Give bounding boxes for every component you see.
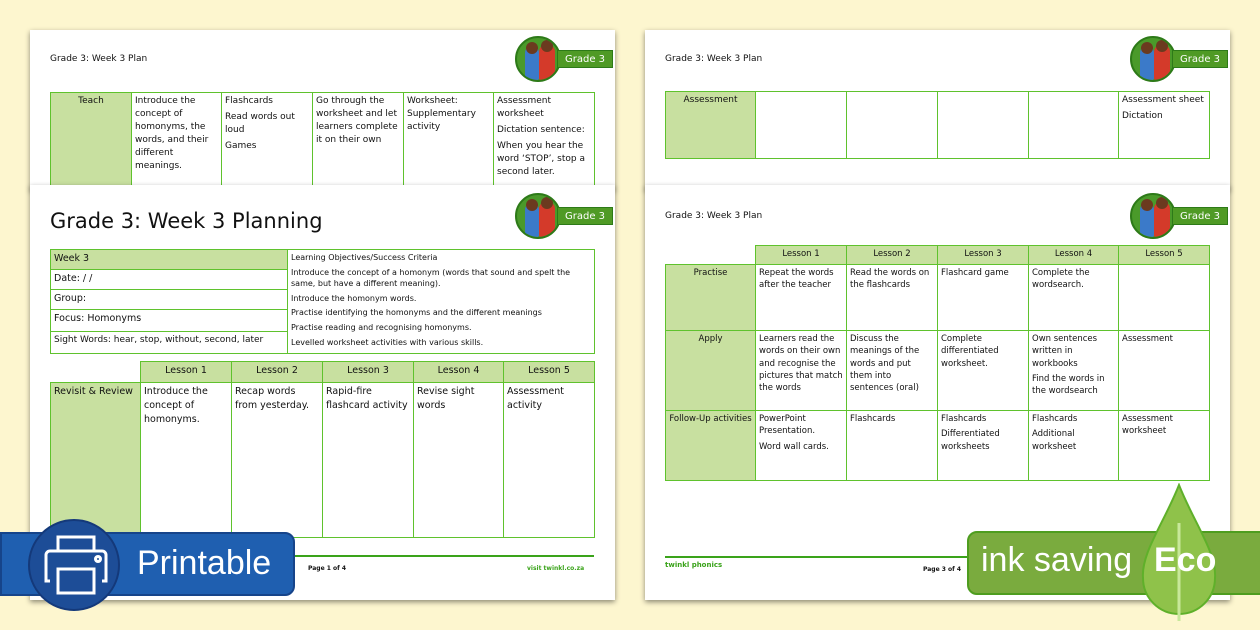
cell-text: Read the words on the flashcards	[850, 268, 930, 291]
table-cell	[756, 411, 847, 481]
lesson-header: Lesson 5	[1119, 246, 1210, 265]
row-label: Practise	[666, 265, 756, 331]
cell-text: Games	[225, 141, 257, 152]
lesson-header: Lesson 3	[938, 246, 1029, 265]
teach-table	[50, 92, 595, 193]
table-cell	[222, 93, 313, 193]
page-header: Grade 3: Week 3 Plan	[665, 211, 763, 221]
row-label: Teach	[51, 93, 132, 193]
lessons-table	[50, 361, 595, 538]
table-cell	[132, 93, 222, 193]
table-cell	[1119, 411, 1210, 481]
cell-text: Complete differentiated worksheet.	[941, 334, 999, 369]
table-cell: Recap words from yesterday.	[232, 383, 323, 538]
assessment-table	[665, 91, 1210, 159]
table-cell	[938, 331, 1029, 411]
page-header: Grade 3: Week 3 Plan	[50, 54, 148, 64]
grade-logo: Grade 3	[515, 36, 615, 86]
row-label: Follow-Up activities	[666, 411, 756, 481]
table-cell	[1029, 92, 1119, 159]
table-cell	[847, 92, 938, 159]
cell-text: Find the words in the wordsearch	[1032, 373, 1105, 397]
row-label: Assessment	[666, 92, 756, 159]
table-cell	[938, 265, 1029, 331]
table-cell	[756, 92, 847, 159]
cell-text: Introduce the concept of homonyms, the words, and their different meanings.	[135, 96, 209, 172]
lesson-header: Lesson 1	[756, 246, 847, 265]
cell-text: Discuss the meanings of the words and put them into sentences (oral)	[850, 334, 920, 394]
cell-text: Flashcard game	[941, 268, 1009, 278]
page-number: Page 1 of 4	[308, 565, 346, 572]
table-cell	[1029, 331, 1119, 411]
cell-text: Assessment	[1122, 334, 1173, 344]
grade-logo: Grade 3	[1130, 193, 1230, 243]
cell-text: Go through the worksheet and let learners complete it on their own	[316, 96, 398, 146]
empty-corner	[51, 362, 141, 383]
cell-text: Repeat the words after the teacher	[759, 268, 834, 291]
table-cell	[494, 93, 595, 193]
cell-text: Worksheet: Supplementary activity	[407, 96, 476, 133]
cell-text: Assessment sheet	[1122, 95, 1204, 105]
cell-text: Flashcards	[941, 414, 987, 424]
eco-badge	[967, 531, 1260, 595]
table-cell	[938, 411, 1029, 481]
group-field[interactable]: Group:	[51, 290, 288, 310]
sight-words-field: Sight Words: hear, stop, without, second, later	[51, 332, 288, 354]
objective-item: Practise reading and recognising homonyms.	[291, 322, 472, 332]
info-table	[50, 249, 595, 354]
cell-text: Additional worksheet	[1032, 429, 1077, 452]
cell-text: Flashcards	[850, 414, 896, 424]
table-cell	[1119, 92, 1210, 159]
cell-text: Read words out loud	[225, 112, 295, 136]
table-cell: Revise sight words	[414, 383, 504, 538]
table-cell	[756, 331, 847, 411]
objective-item: Introduce the homonym words.	[291, 293, 417, 303]
eco-label: Eco	[1154, 541, 1217, 579]
table-cell	[1029, 265, 1119, 331]
table-cell	[1119, 265, 1210, 331]
objective-item: Levelled worksheet activities with various skills.	[291, 337, 484, 347]
cell-text: Learners read the words on their own and recognise the pictures that match the words	[759, 334, 843, 394]
date-field[interactable]: Date: / /	[51, 270, 288, 290]
lesson-header: Lesson 2	[232, 362, 323, 383]
row-label: Apply	[666, 331, 756, 411]
lesson-header: Lesson 3	[323, 362, 414, 383]
table-cell: Introduce the concept of homonyms.	[141, 383, 232, 538]
page-title: Grade 3: Week 3 Planning	[50, 209, 323, 233]
cell-text: When you hear the word ‘STOP’, stop a second later.	[497, 141, 585, 178]
footer-link[interactable]: visit twinkl.co.za	[527, 565, 585, 572]
table-cell	[847, 265, 938, 331]
printable-label: Printable	[137, 544, 272, 582]
cell-text: Word wall cards.	[759, 441, 829, 452]
objective-item: Introduce the concept of a homonym (words that sound and spelt the same, but have a different meaning).	[291, 267, 571, 289]
lesson-header: Lesson 1	[141, 362, 232, 383]
printer-icon	[28, 519, 120, 611]
lesson-header: Lesson 2	[847, 246, 938, 265]
page-number: Page 3 of 4	[923, 566, 961, 573]
page-1-back	[30, 30, 615, 190]
twinkl-phonics-logo: twinkl phonics	[665, 561, 723, 569]
objectives-cell	[288, 250, 595, 354]
row-label: Revisit & Review	[51, 383, 141, 538]
objective-item: Practise identifying the homonyms and the different meanings	[291, 308, 542, 318]
cell-text: Own sentences written in workbooks	[1032, 334, 1098, 369]
empty-corner	[666, 246, 756, 265]
grade-logo: Grade 3	[1130, 36, 1230, 86]
grade-logo: Grade 3	[515, 193, 615, 243]
cell-text: PowerPoint Presentation.	[759, 414, 816, 437]
focus-field: Focus: Homonyms	[51, 310, 288, 332]
cell-text: Differentiated worksheets	[941, 429, 1000, 452]
week-field: Week 3	[51, 250, 288, 270]
lesson-header: Lesson 4	[1029, 246, 1119, 265]
cell-text: Complete the wordsearch.	[1032, 268, 1090, 291]
table-cell	[1029, 411, 1119, 481]
table-cell	[404, 93, 494, 193]
lesson-header: Lesson 5	[504, 362, 595, 383]
page-header: Grade 3: Week 3 Plan	[665, 54, 763, 64]
table-cell	[313, 93, 404, 193]
cell-text: Flashcards	[225, 96, 273, 106]
table-cell	[847, 411, 938, 481]
table-cell: Assessment activity	[504, 383, 595, 538]
page-3-back	[645, 30, 1230, 190]
table-cell	[1119, 331, 1210, 411]
table-cell	[938, 92, 1029, 159]
lessons-table	[665, 245, 1210, 481]
cell-text: Dictation sentence:	[497, 125, 585, 136]
cell-text: Dictation	[1122, 111, 1163, 122]
cell-text: Assessment worksheet	[497, 96, 551, 120]
lesson-header: Lesson 4	[414, 362, 504, 383]
printable-badge	[0, 532, 295, 596]
table-cell	[847, 331, 938, 411]
cell-text: Flashcards	[1032, 414, 1078, 424]
cell-text: Assessment worksheet	[1122, 414, 1173, 437]
table-cell	[756, 265, 847, 331]
objectives-title: Learning Objectives/Success Criteria	[291, 253, 438, 262]
table-cell: Rapid-fire flashcard activity	[323, 383, 414, 538]
ink-saving-label: ink saving	[981, 541, 1133, 579]
